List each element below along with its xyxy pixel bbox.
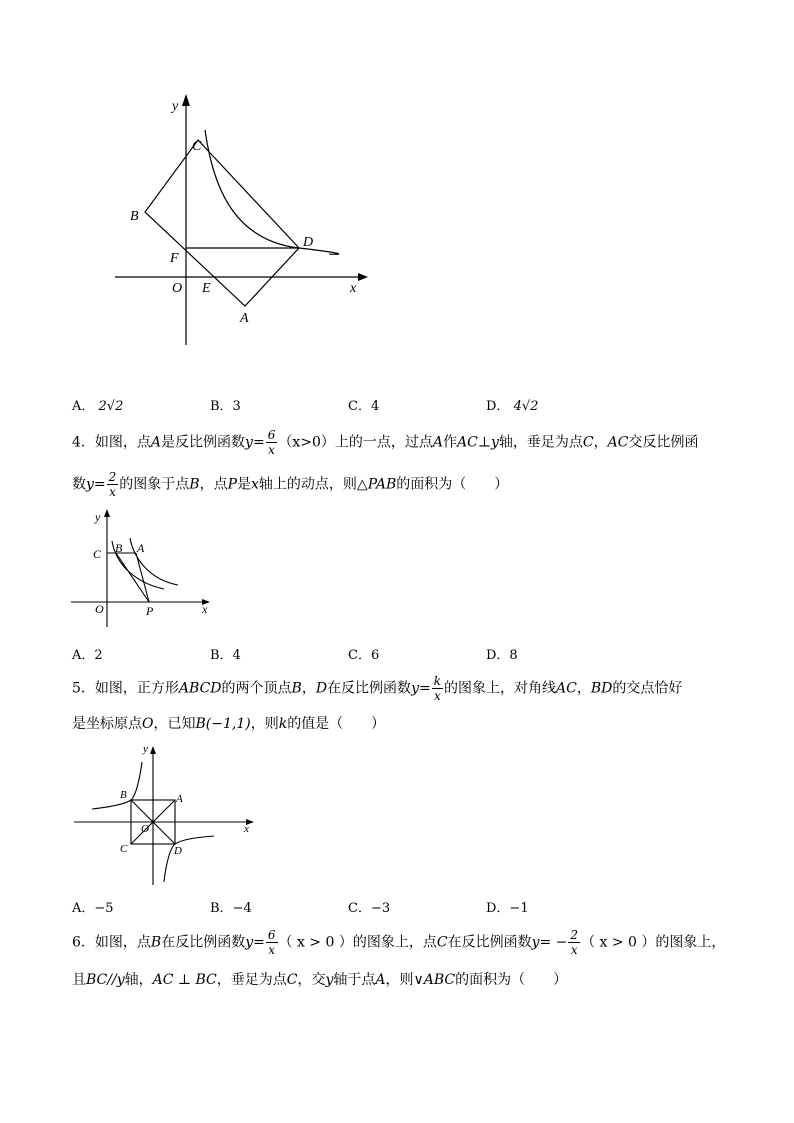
label-y: y <box>172 99 179 114</box>
curve-branch-lower-right <box>164 836 214 882</box>
label-y: y <box>143 743 148 755</box>
label-o: O <box>172 281 183 296</box>
label-x: x <box>202 602 208 616</box>
fraction-6-over-x: $\frac{6}{x}$ <box>267 428 276 457</box>
q3-options <box>72 395 732 415</box>
label-f: F <box>170 251 179 266</box>
label-a: A <box>240 311 249 326</box>
fraction-6-over-x: $\frac{6}{x}$ <box>267 928 276 957</box>
option-d[interactable]: D．−1 <box>486 901 529 916</box>
label-a: A <box>137 541 145 555</box>
q4-line2: 数y= $\frac{2}{x}$ 的图象于点B，点P是x轴上的动点，则△PAB的面积为（ ） <box>72 470 509 499</box>
q6-line1: 6．如图，点B在反比例函数y= $\frac{6}{x}$ （ x > 0 ）的图象上，点C在反比例函数y= − $\frac{2}{x}$ （ x > 0 ）的图象上， <box>72 928 726 957</box>
option-a[interactable]: A．−5 <box>72 901 114 916</box>
label-o: O <box>141 823 149 835</box>
fraction-k-over-x: $\frac{k}{x}$ <box>433 674 441 703</box>
q4-options <box>72 644 732 664</box>
q5-line2: 是坐标原点O，已知B(−1,1)，则k的值是（ ） <box>72 716 386 732</box>
segment-bp <box>116 553 149 602</box>
segment-ap <box>136 553 149 602</box>
option-a[interactable]: A．2 <box>72 648 103 663</box>
label-c: C <box>93 547 102 561</box>
option-c[interactable]: C．4 <box>348 399 380 414</box>
option-b[interactable]: B．−4 <box>210 901 252 916</box>
q5-figure <box>70 742 260 887</box>
square-abcd <box>145 140 299 306</box>
option-a[interactable]: A． 2√2 <box>72 399 124 414</box>
label-d: D <box>174 845 182 857</box>
option-b[interactable]: B．3 <box>210 399 241 414</box>
label-o: O <box>95 602 104 616</box>
q5-line1: 5．如图，正方形ABCD的两个顶点B，D在反比例函数y= $\frac{k}{x}$ 的图象上，对角线AC，BD的交点恰好 <box>72 674 683 703</box>
label-c: C <box>120 843 128 855</box>
label-b: B <box>120 789 127 801</box>
label-e: E <box>202 281 211 296</box>
q5-options <box>72 897 732 917</box>
fraction-2-over-x: $\frac{2}{x}$ <box>570 928 579 957</box>
q4-line1: 4．如图，点A是反比例函数y= $\frac{6}{x}$ （x>0）上的一点，过点A作AC⊥y轴，垂足为点C，AC交反比例函 <box>72 428 699 457</box>
label-c: C <box>192 139 202 154</box>
option-d[interactable]: D．8 <box>486 648 518 663</box>
option-b[interactable]: B．4 <box>210 648 241 663</box>
label-a: A <box>176 793 183 805</box>
option-d[interactable]: D． 4√2 <box>486 399 539 414</box>
q4-figure <box>66 505 216 630</box>
label-b: B <box>130 209 139 224</box>
fraction-2-over-x: $\frac{2}{x}$ <box>108 470 117 499</box>
label-p: P <box>146 604 154 618</box>
hyperbola-curve <box>205 130 339 254</box>
option-c[interactable]: C．−3 <box>348 901 391 916</box>
curve-branch-upper-left <box>92 762 142 809</box>
label-x: x <box>244 823 249 835</box>
label-b: B <box>115 541 123 555</box>
label-y: y <box>95 510 101 524</box>
q3-figure <box>100 90 380 350</box>
label-x: x <box>350 281 357 296</box>
option-c[interactable]: C．6 <box>348 648 380 663</box>
label-d: D <box>303 235 314 250</box>
q6-line2: 且BC//y轴，AC ⊥ BC，垂足为点C，交y轴于点A，则∨ABC的面积为（ ） <box>72 972 568 988</box>
